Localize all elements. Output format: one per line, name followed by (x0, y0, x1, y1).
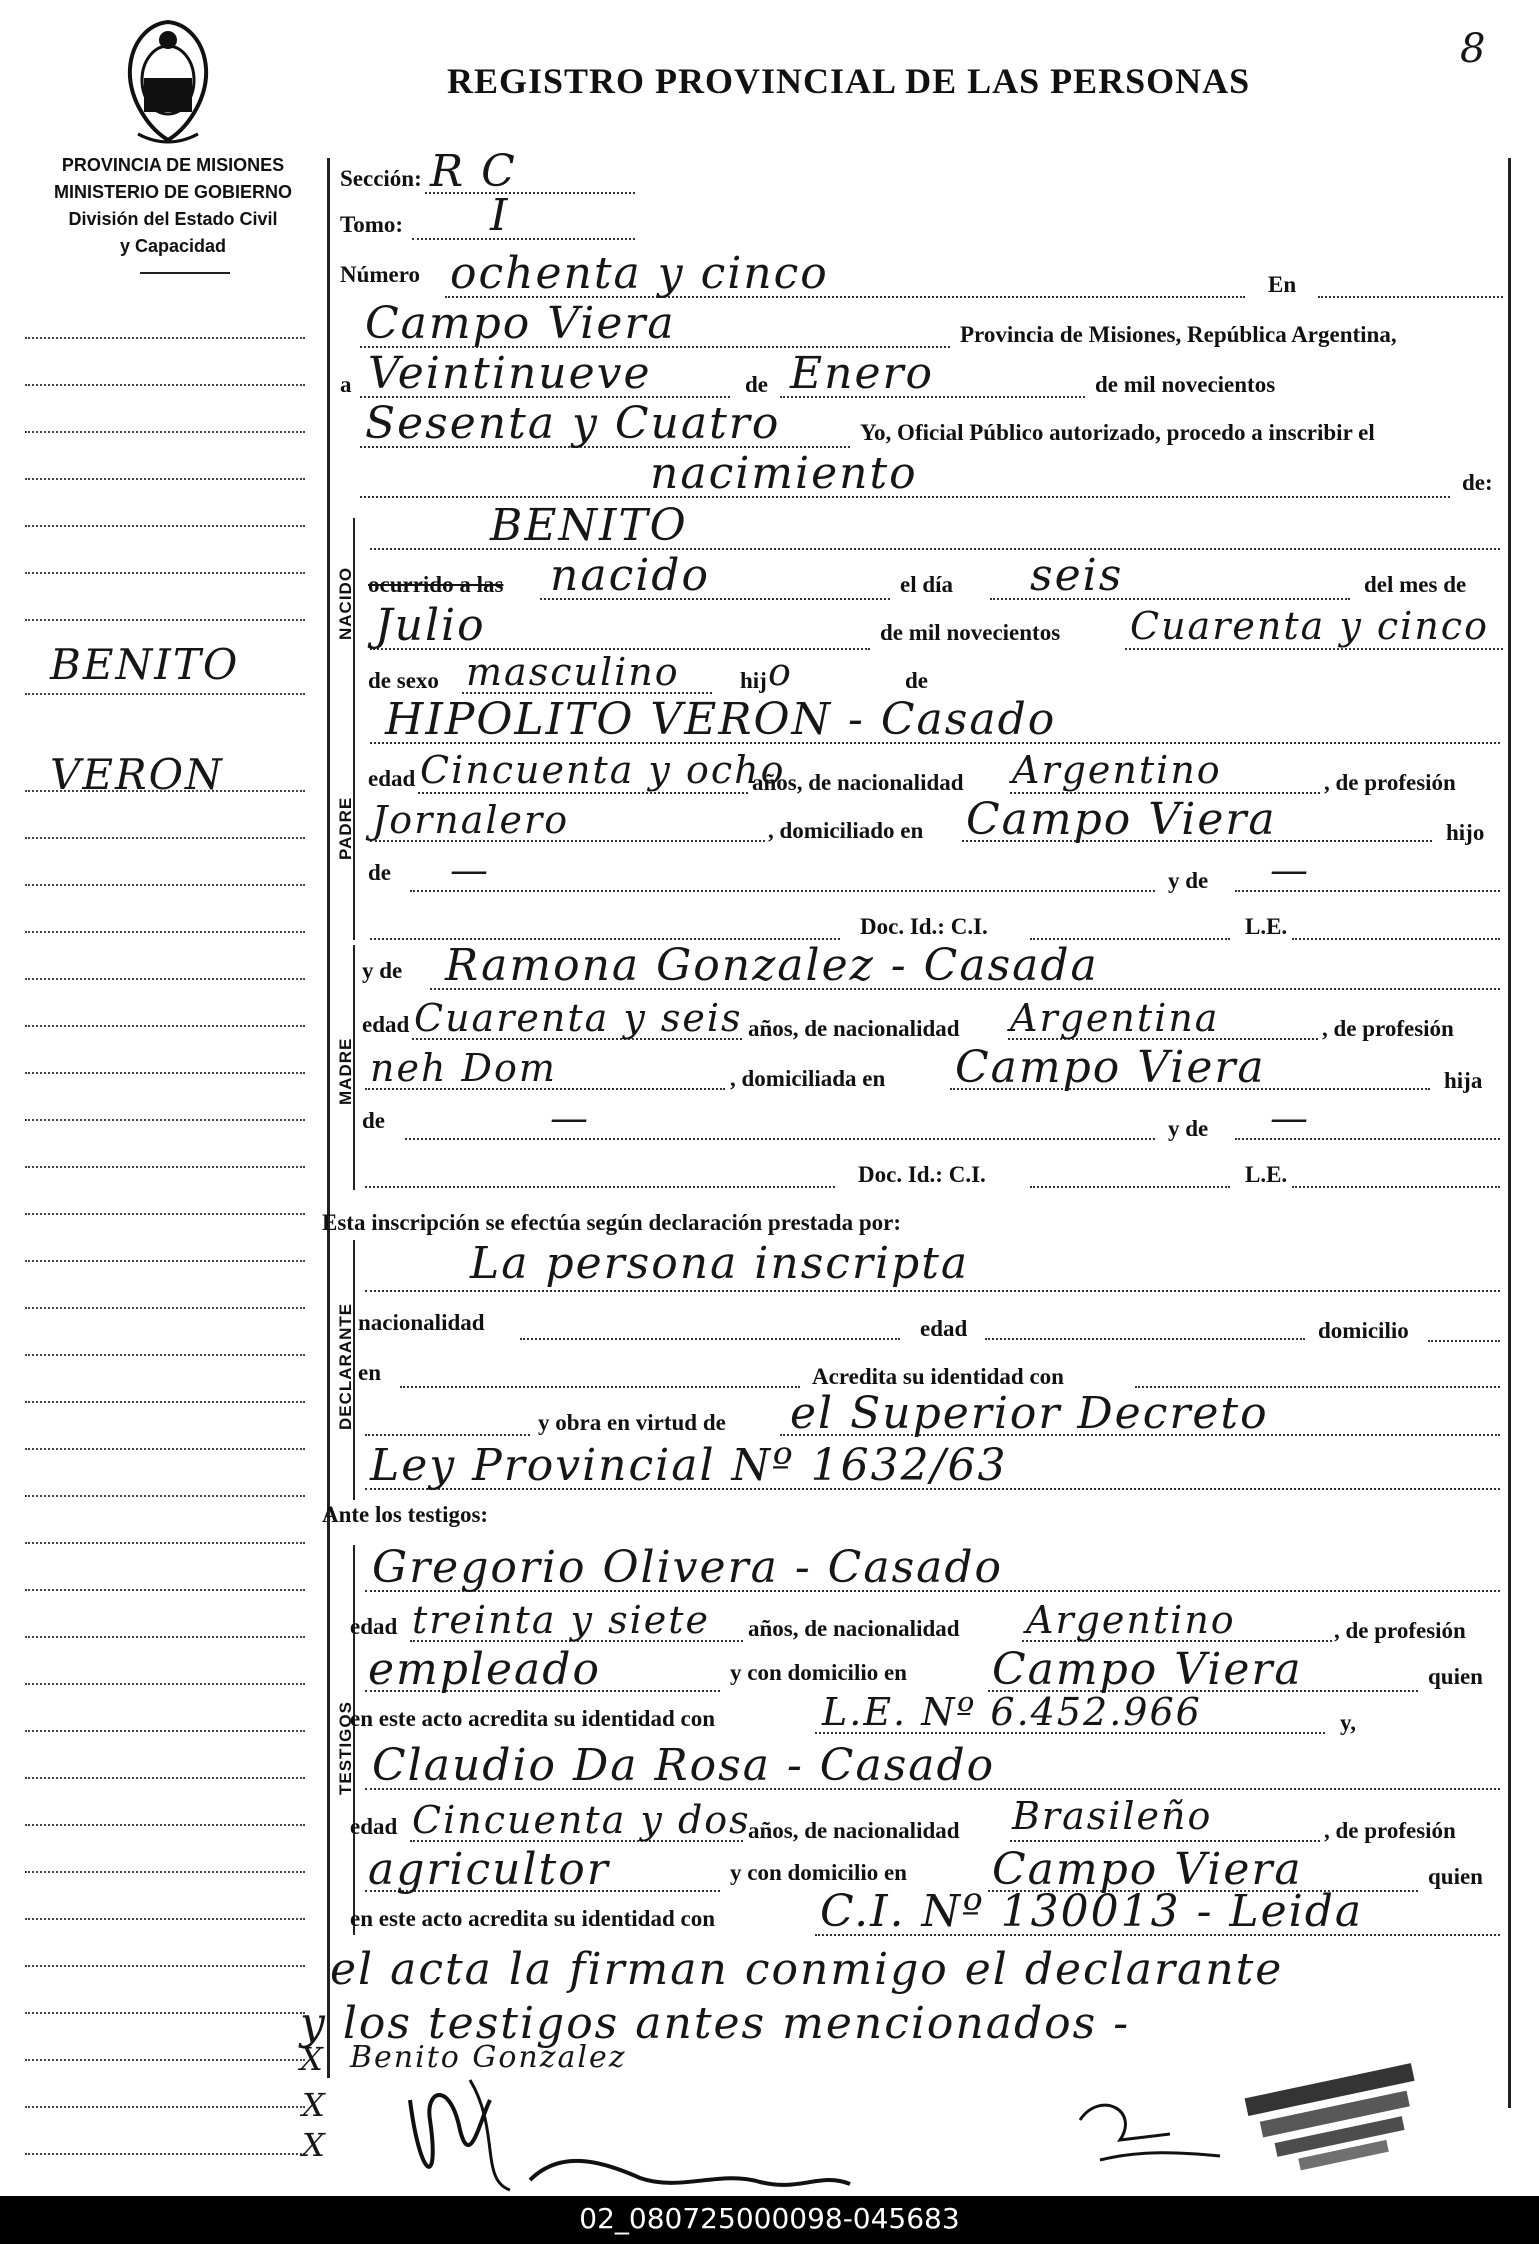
declarante-edad-label: edad (920, 1316, 968, 1341)
de-label: de (745, 372, 768, 397)
divider (140, 272, 230, 274)
division-label: División del Estado Civil (68, 209, 278, 229)
madre-hija-label: hija (1444, 1068, 1483, 1093)
t2-edad-label: edad (350, 1814, 398, 1839)
padre-domicilio-label: , domiciliado en (768, 818, 924, 843)
tomo-value: I (490, 190, 510, 241)
padre-prof-value: Jornalero (372, 798, 570, 842)
tomo-line (412, 238, 635, 240)
lugar-value: Campo Viera (365, 298, 676, 349)
padre-de-line (410, 890, 1155, 892)
madre-doc-line-1 (365, 1186, 835, 1188)
padre-profesion-label: , de profesión (1324, 770, 1456, 795)
madre-le-line (1292, 1186, 1500, 1188)
madre-profesion-label: , de profesión (1322, 1016, 1454, 1041)
padre-edad-line (418, 792, 748, 794)
madre-value: Ramona Gonzalez - Casada (445, 940, 1099, 991)
t1-edad-label: edad (350, 1614, 398, 1639)
nombre-value: BENITO (490, 500, 688, 551)
official-stamp-icon (1230, 2050, 1440, 2180)
closing-line-2: y los testigos antes mencionados - (300, 1998, 1131, 2049)
sexo-value: masculino (466, 650, 680, 694)
t1-acredita-label: en este acto acredita su identidad con (350, 1706, 716, 1731)
declarante-en-label: en (358, 1360, 381, 1385)
madre-de-line (405, 1138, 1155, 1140)
madre-de-label: de (362, 1108, 385, 1133)
declarante-line (365, 1290, 1500, 1292)
t1-dom-value: Campo Viera (992, 1644, 1303, 1695)
ley-value: Ley Provincial Nº 1632/63 (370, 1440, 1008, 1491)
testigo2-value: Claudio Da Rosa - Casado (372, 1740, 996, 1791)
section-label-declarante: DECLARANTE (336, 1302, 355, 1430)
t1-edad-value: treinta y siete (412, 1598, 711, 1642)
dia-value: Veintinueve (368, 348, 652, 399)
province-label: PROVINCIA DE MISIONES (61, 155, 285, 175)
t2-profesion-label: , de profesión (1324, 1818, 1456, 1843)
declarante-dom-line (1428, 1340, 1500, 1342)
document-id: 02_080725000098-045683 (579, 2202, 960, 2235)
acredita-label: Acredita su identidad con (812, 1364, 1064, 1389)
section-label-padre: PADRE (336, 796, 355, 860)
madre-y-de-value: — (1270, 1096, 1310, 1140)
de-colon-label: de: (1462, 470, 1493, 495)
padre-y-de-value: — (1270, 848, 1310, 892)
decreto-value: el Superior Decreto (790, 1388, 1269, 1439)
padre-anos-label: años, de nacionalidad (752, 770, 964, 795)
obra-line-1 (365, 1434, 530, 1436)
tomo-label: Tomo: (340, 212, 404, 237)
inscripcion-label: Esta inscripción se efectúa según declaración prestada por: (322, 1210, 902, 1235)
numero-value: ochenta y cinco (450, 248, 829, 299)
nacido-value: nacido (550, 550, 710, 601)
padre-value: HIPOLITO VERON - Casado (385, 694, 1057, 745)
padre-de-value: — (450, 848, 490, 892)
section-label-madre: MADRE (336, 1037, 355, 1105)
madre-edad-label: edad (362, 1012, 410, 1037)
page-title: REGISTRO PROVINCIAL DE LAS PERSONAS (447, 61, 1251, 101)
t2-domicilio-label: y con domicilio en (730, 1860, 907, 1885)
de-mil-novecientos-2-label: de mil novecientos (880, 620, 1061, 645)
t1-y-label: y, (1340, 1710, 1356, 1735)
seccion-value: R C (430, 146, 517, 197)
acto-value: nacimiento (650, 448, 918, 499)
t1-domicilio-label: y con domicilio en (730, 1660, 907, 1685)
anio-nac-line (1125, 648, 1503, 650)
section-label-testigos: TESTIGOS (336, 1701, 355, 1795)
t1-quien-label: quien (1428, 1664, 1483, 1689)
madre-dom-value: Campo Viera (955, 1042, 1266, 1093)
madre-y-de-2-label: y de (1168, 1116, 1209, 1141)
t2-doc-value: C.I. Nº 130013 - Leida (820, 1886, 1364, 1937)
padre-de-label: de (368, 860, 391, 885)
form-right-border (1508, 158, 1511, 2108)
declarante-edad-line (985, 1338, 1305, 1340)
signature-mark-1: X (300, 2040, 325, 2078)
t1-prof-value: empleado (368, 1644, 601, 1695)
madre-doc-label: Doc. Id.: C.I. (858, 1162, 986, 1187)
sexo-label: de sexo (368, 668, 439, 693)
madre-domicilio-label: , domiciliada en (730, 1066, 886, 1091)
obra-label: y obra en virtud de (538, 1410, 726, 1435)
de-2-label: de (905, 668, 928, 693)
section-label-nacido: NACIDO (336, 566, 355, 640)
t2-quien-label: quien (1428, 1864, 1483, 1889)
mes-value: Enero (790, 348, 935, 399)
signature-mark-2: X (302, 2086, 327, 2124)
seccion-label: Sección: (340, 166, 422, 191)
t2-nac-value: Brasileño (1012, 1794, 1213, 1838)
anio-value: Sesenta y Cuatro (365, 398, 781, 449)
hij-suffix: o (768, 650, 793, 694)
page-number-mark: 8 (1460, 26, 1488, 72)
declarante-en-line (400, 1386, 800, 1388)
en-label: En (1268, 272, 1297, 297)
margin-name-last: VERON (50, 750, 224, 799)
padre-nac-value: Argentino (1012, 748, 1222, 792)
hij-label: hij (740, 668, 767, 693)
signature-mark-3: X (302, 2126, 327, 2164)
margin-name-first: BENITO (50, 640, 240, 689)
padre-edad-label: edad (368, 766, 416, 791)
t1-profesion-label: , de profesión (1334, 1618, 1466, 1643)
a-label: a (340, 372, 352, 397)
numero-label: Número (340, 262, 421, 287)
madre-le-label: L.E. (1245, 1162, 1288, 1187)
padre-hijo-label: hijo (1446, 820, 1485, 845)
t2-dom-value: Campo Viera (992, 1844, 1303, 1895)
madre-edad-value: Cuarenta y seis (414, 996, 743, 1040)
ocurrido-label: ocurrido a las (368, 572, 504, 597)
t2-edad-value: Cincuenta y dos (412, 1798, 751, 1842)
closing-line-1: el acta la firman conmigo el declarante (330, 1944, 1284, 1995)
t1-anos-label: años, de nacionalidad (748, 1616, 960, 1641)
declarante-domicilio-label: domicilio (1318, 1318, 1409, 1343)
provincia-label: Provincia de Misiones, República Argentina, (960, 322, 1397, 347)
testigo1-value: Gregorio Olivera - Casado (372, 1542, 1004, 1593)
del-mes-label: del mes de (1364, 572, 1467, 597)
anio-nac-value: Cuarenta y cinco (1130, 604, 1489, 648)
declarante-value: La persona inscripta (470, 1238, 970, 1289)
madre-y-de-label: y de (362, 958, 403, 983)
de-mil-novecientos-label: de mil novecientos (1095, 372, 1276, 397)
form-left-border (327, 158, 330, 2078)
signature-declarante: Benito Gonzalez (350, 2040, 627, 2075)
padre-dom-value: Campo Viera (966, 794, 1277, 845)
t2-prof-value: agricultor (368, 1844, 610, 1895)
padre-le-line (1292, 938, 1500, 940)
t2-nac-line (1010, 1840, 1320, 1842)
t1-nac-value: Argentino (1026, 1598, 1236, 1642)
declarante-nac-line (520, 1338, 900, 1340)
madre-anos-label: años, de nacionalidad (748, 1016, 960, 1041)
padre-edad-value: Cincuenta y ocho (420, 748, 786, 792)
padre-doc-label: Doc. Id.: C.I. (860, 914, 988, 939)
madre-nac-value: Argentina (1010, 996, 1220, 1040)
oficial-label: Yo, Oficial Público autorizado, procedo a inscribir el (860, 420, 1375, 445)
padre-y-de-label: y de (1168, 868, 1209, 893)
madre-doc-line-2 (1030, 1186, 1230, 1188)
madre-de-value: — (550, 1096, 590, 1140)
en-line (1318, 296, 1503, 298)
ministry-label: MINISTERIO DE GOBIERNO (53, 182, 293, 202)
division-label-2: y Capacidad (119, 236, 227, 256)
declarante-nac-label: nacionalidad (358, 1310, 485, 1335)
testigos-label: Ante los testigos: (322, 1502, 489, 1527)
mes-nac-value: Julio (375, 600, 486, 651)
madre-prof-value: neh Dom (370, 1046, 557, 1090)
padre-le-label: L.E. (1245, 914, 1288, 939)
coat-of-arms-icon (118, 18, 218, 148)
t2-anos-label: años, de nacionalidad (748, 1818, 960, 1843)
t1-doc-value: L.E. Nº 6.452.966 (822, 1690, 1202, 1734)
dia-nac-value: seis (1030, 550, 1124, 601)
el-dia-label: el día (900, 572, 954, 597)
t2-acredita-label: en este acto acredita su identidad con (350, 1906, 716, 1931)
